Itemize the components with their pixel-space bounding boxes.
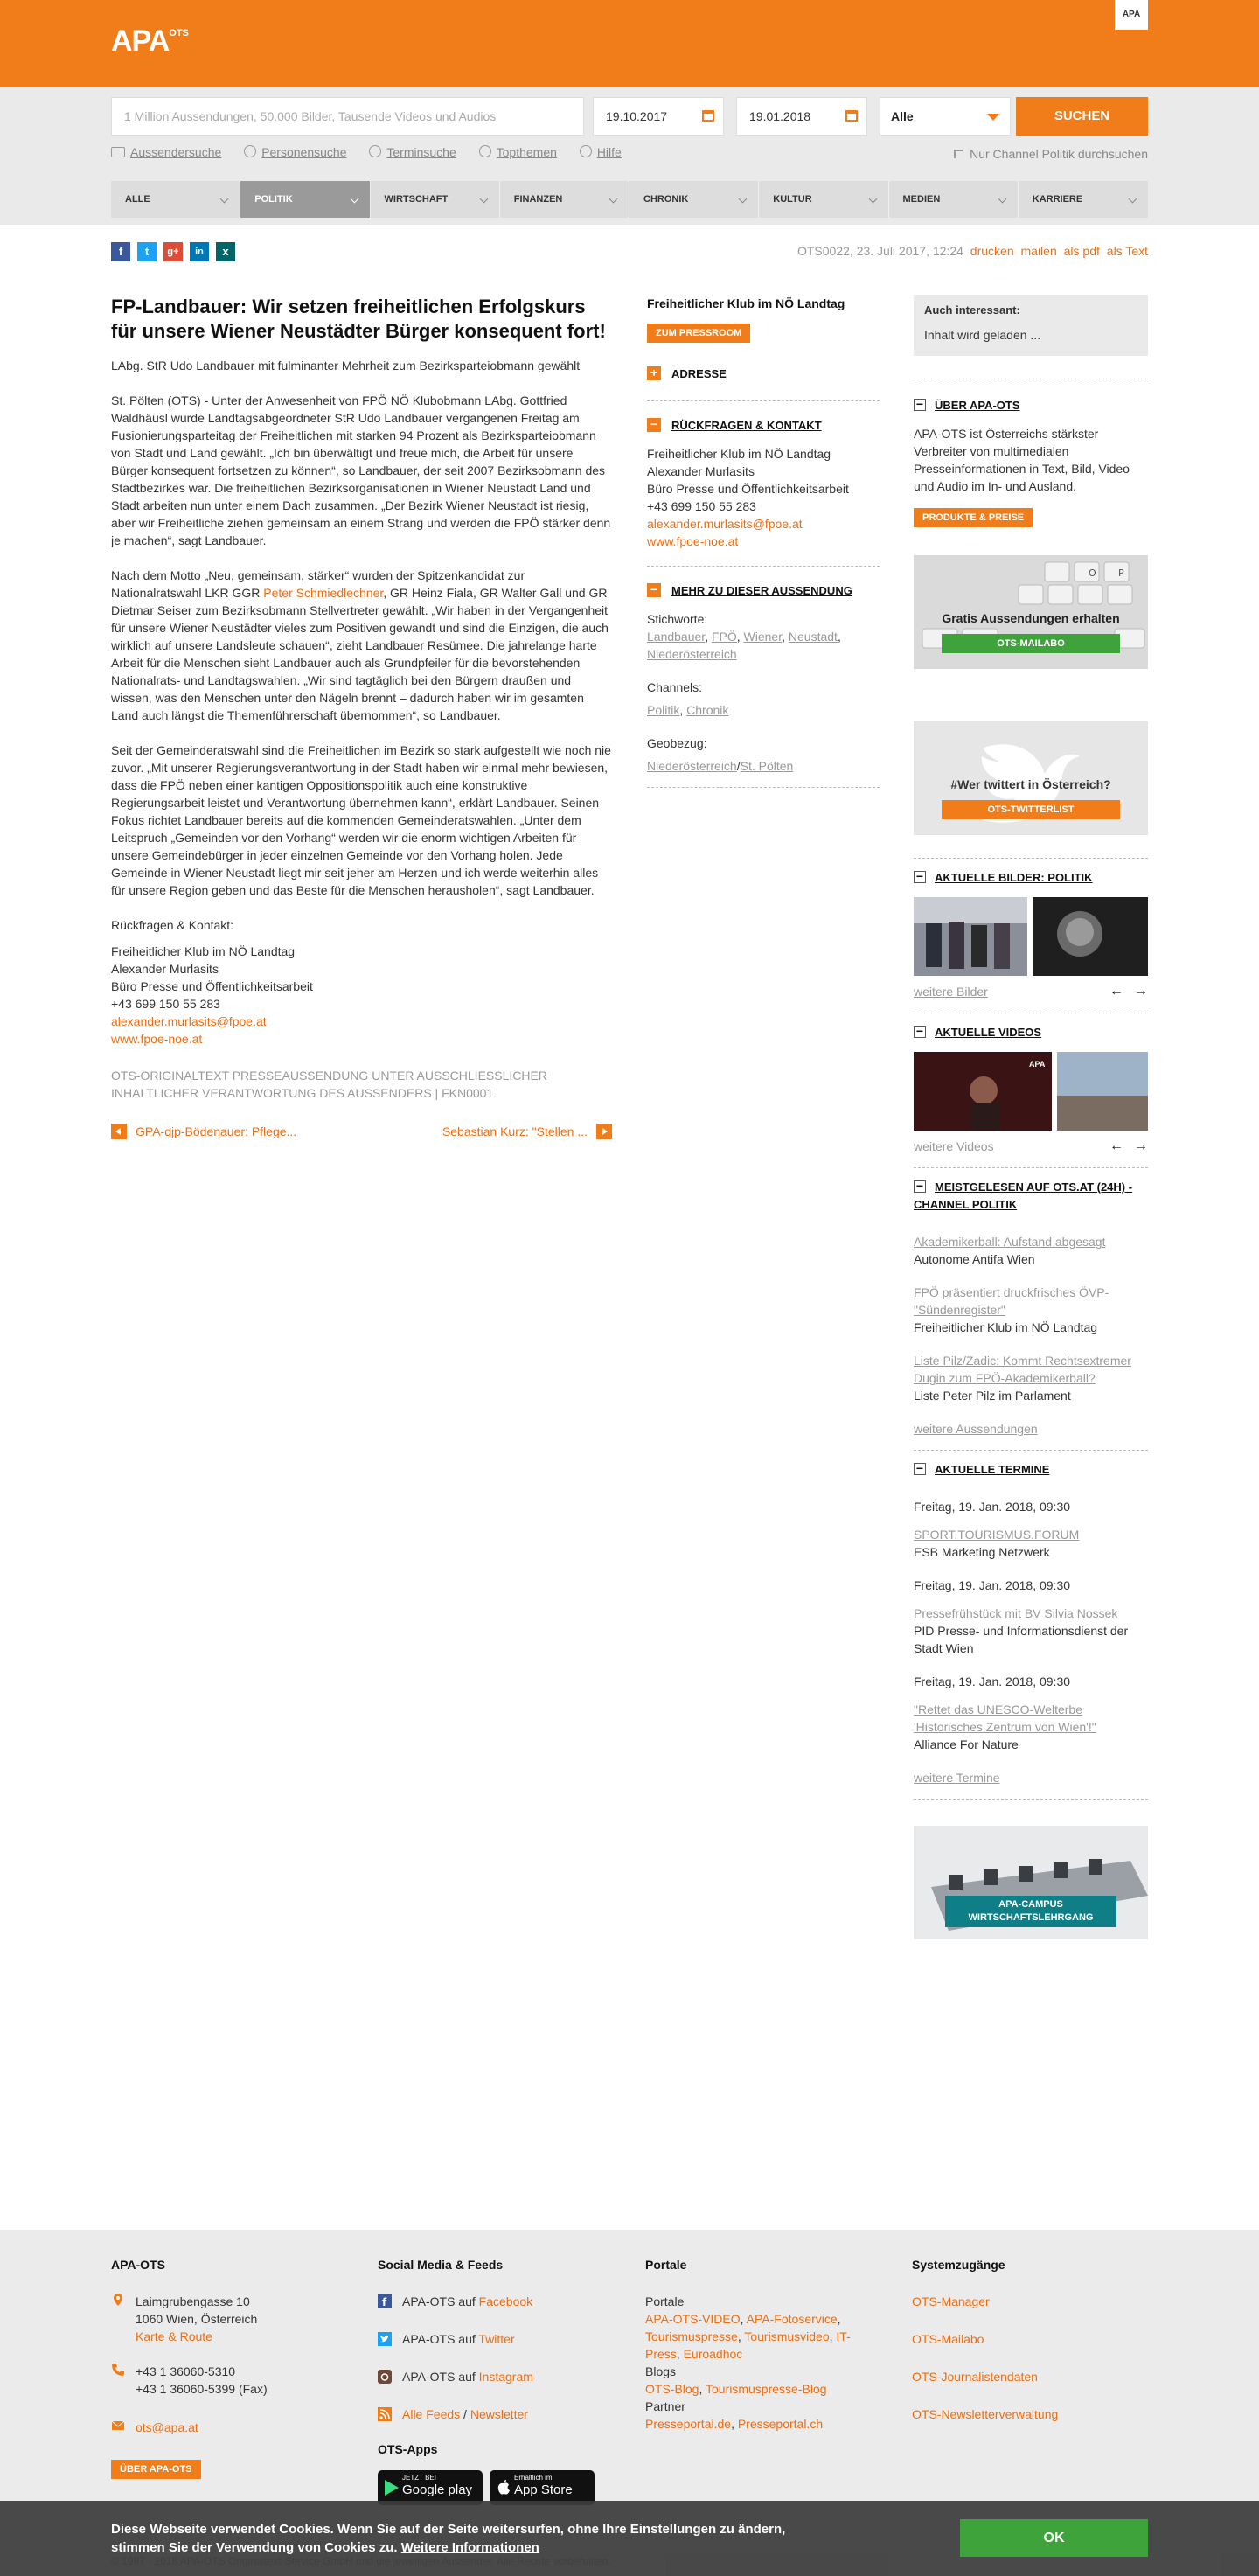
ots-manager-link[interactable]: OTS-Manager bbox=[912, 2294, 990, 2308]
chevron-down-icon bbox=[868, 195, 877, 204]
cookie-ok-button[interactable]: OK bbox=[960, 2519, 1148, 2557]
ots-newsletterverwaltung-link[interactable]: OTS-Newsletterverwaltung bbox=[912, 2407, 1059, 2421]
location-pin-icon bbox=[111, 2293, 125, 2307]
phone-line: +43 1 36060-5399 (Fax) bbox=[136, 2382, 268, 2396]
cookie-message: Diese Webseite verwendet Cookies. Wenn Sie auf der Seite weitersurfen, ohne Ihre Einstellungen zu ändern, stimmen Sie der Verwendung von Cookies zu. bbox=[111, 2522, 786, 2555]
footer-col-social bbox=[378, 2256, 605, 2505]
app-store-badge[interactable] bbox=[490, 2470, 595, 2505]
blogs-links: OTS-Blog, Tourismuspresse-Blog bbox=[645, 2382, 827, 2396]
blog-link[interactable]: OTS-Blog bbox=[645, 2382, 699, 2396]
person-icon bbox=[244, 145, 256, 157]
mid-email-link[interactable]: alexander.murlasits@fpoe.at bbox=[647, 517, 803, 531]
termin-item bbox=[914, 1673, 1148, 1753]
contact-line: Freiheitlicher Klub im NÖ Landtag bbox=[111, 944, 296, 958]
weitere-bilder-link[interactable]: weitere Bilder bbox=[914, 985, 988, 999]
weitere-termine-link[interactable]: weitere Termine bbox=[914, 1771, 1000, 1785]
minus-icon: − bbox=[914, 1026, 926, 1038]
article bbox=[111, 295, 612, 1142]
separator: / bbox=[460, 2407, 470, 2421]
nav-label: POLITIK bbox=[254, 194, 293, 205]
arrow-right-icon[interactable]: → bbox=[1134, 984, 1148, 999]
keyword-link[interactable]: Wiener bbox=[743, 630, 783, 644]
portale-links: APA-OTS-VIDEO, APA-Fotoservice, Tourismuspresse, Tourismusvideo, IT-Press, Euroadhoc bbox=[645, 2312, 851, 2361]
compass-icon bbox=[479, 145, 491, 157]
hilfe-link[interactable]: Hilfe bbox=[596, 145, 622, 159]
sender-name: Freiheitlicher Klub im NÖ Landtag bbox=[647, 296, 845, 310]
ueber-apa-ots-button[interactable]: ÜBER APA-OTS bbox=[111, 2460, 201, 2479]
portal-link[interactable]: Tourismuspresse bbox=[645, 2329, 738, 2343]
article-paragraph bbox=[111, 567, 612, 724]
social-prefix: APA-OTS auf bbox=[402, 2332, 479, 2346]
sender-column bbox=[647, 295, 880, 788]
google-play-badge[interactable] bbox=[378, 2470, 483, 2505]
mid-web-link[interactable]: www.fpoe-noe.at bbox=[647, 534, 739, 548]
stichworte-list: Landbauer, FPÖ, Wiener, Neustadt, Niederösterreich bbox=[647, 630, 841, 661]
facebook-icon bbox=[378, 2294, 392, 2308]
mail-link[interactable]: ots@apa.at bbox=[136, 2420, 198, 2434]
minus-icon: − bbox=[914, 871, 926, 883]
calendar-icon[interactable] bbox=[702, 110, 714, 122]
category-select[interactable] bbox=[880, 97, 1011, 136]
social-prefix: APA-OTS auf bbox=[402, 2294, 479, 2308]
twitter-link[interactable]: Twitter bbox=[478, 2332, 515, 2346]
contact-line: Büro Presse und Öffentlichkeitsarbeit bbox=[111, 979, 313, 993]
twitterlist-button[interactable]: OTS-TWITTERLIST bbox=[942, 800, 1120, 819]
facebook-share-icon[interactable]: f bbox=[111, 242, 130, 261]
chevron-down-icon bbox=[350, 195, 358, 204]
share-buttons bbox=[111, 242, 235, 261]
facebook-row bbox=[378, 2293, 605, 2310]
date-to-field[interactable] bbox=[736, 97, 867, 136]
pressroom-button[interactable]: ZUM PRESSROOM bbox=[647, 324, 750, 343]
apple-icon bbox=[497, 2480, 510, 2495]
info-icon bbox=[580, 145, 592, 157]
footer-mail bbox=[111, 2419, 330, 2436]
ots-mailabo-link[interactable]: OTS-Mailabo bbox=[912, 2332, 984, 2346]
keyword-link[interactable]: Landbauer bbox=[647, 630, 706, 644]
portal-link[interactable]: Tourismusvideo bbox=[744, 2329, 830, 2343]
nav-label: KULTUR bbox=[773, 194, 812, 205]
meistgelesen-source: Liste Peter Pilz im Parlament bbox=[914, 1389, 1071, 1403]
svg-text:O: O bbox=[1089, 567, 1096, 579]
adresse-toggle[interactable] bbox=[647, 366, 880, 383]
arrow-left-icon[interactable]: ← bbox=[1109, 1138, 1123, 1153]
meistgelesen-link[interactable]: FPÖ präsentiert druckfrisches ÖVP-"Sündenregister" bbox=[914, 1285, 1109, 1317]
logo-text: APA bbox=[111, 24, 170, 58]
app-badges bbox=[378, 2470, 605, 2505]
bilder-footer bbox=[914, 983, 1148, 1000]
portal-link[interactable]: Euroadhoc bbox=[683, 2347, 743, 2361]
badge-small-text: Erhältlich im bbox=[514, 2474, 553, 2482]
contact-email-link[interactable]: alexander.murlasits@fpoe.at bbox=[111, 1014, 267, 1028]
date-from-value: 19.10.2017 bbox=[606, 109, 668, 123]
plus-icon: + bbox=[647, 366, 661, 380]
ueber-apa-head[interactable] bbox=[914, 397, 1148, 414]
chevron-down-icon bbox=[220, 195, 229, 204]
geo-list: Niederösterreich/St. Pölten bbox=[647, 759, 794, 773]
address-line: 1060 Wien, Österreich bbox=[136, 2312, 258, 2326]
chevron-down-icon bbox=[739, 195, 748, 204]
rueckfragen-toggle[interactable] bbox=[647, 417, 880, 435]
text-link[interactable]: als Text bbox=[1106, 244, 1148, 258]
meistgelesen-item bbox=[914, 1233, 1148, 1268]
aktuelle-termine-head[interactable] bbox=[914, 1461, 1148, 1479]
politik-photos[interactable] bbox=[914, 897, 1148, 976]
termin-link[interactable]: Pressefrühstück mit BV Silvia Nossek bbox=[914, 1606, 1118, 1620]
footer-phone bbox=[111, 2363, 330, 2398]
meistgelesen-item bbox=[914, 1284, 1148, 1336]
arrow-left-icon[interactable]: ← bbox=[1109, 984, 1123, 999]
minus-icon: − bbox=[647, 583, 661, 597]
chevron-down-icon bbox=[479, 195, 488, 204]
arrow-right-icon[interactable]: → bbox=[1134, 1138, 1148, 1153]
channel-link[interactable]: Politik bbox=[647, 703, 680, 717]
termin-link[interactable]: "Rettet das UNESCO-Welterbe 'Historisches Zentrum von Wien'!" bbox=[914, 1702, 1096, 1734]
mailabo-button[interactable]: OTS-MAILABO bbox=[942, 634, 1120, 653]
termin-link[interactable]: SPORT.TOURISMUS.FORUM bbox=[914, 1528, 1080, 1542]
prev-article[interactable] bbox=[111, 1123, 305, 1140]
apa-campus-banner[interactable] bbox=[914, 1826, 1148, 1939]
pdf-link[interactable]: als pdf bbox=[1063, 244, 1100, 258]
contact-line: Freiheitlicher Klub im NÖ Landtag bbox=[647, 447, 831, 461]
termin-date: Freitag, 19. Jan. 2018, 09:30 bbox=[914, 1578, 1071, 1592]
person-link[interactable]: Peter Schmiedlechner bbox=[263, 586, 384, 600]
auch-interessant-title: Auch interessant: bbox=[924, 303, 1020, 317]
search-button[interactable]: SUCHEN bbox=[1016, 97, 1148, 136]
ots-journalistendaten-link[interactable]: OTS-Journalistendaten bbox=[912, 2370, 1038, 2384]
section-title: MEISTGELESEN AUF OTS.AT (24H) - CHANNEL POLITIK bbox=[914, 1180, 1133, 1211]
article-paragraph: St. Pölten (OTS) - Unter der Anwesenheit von FPÖ NÖ Klubobmann LAbg. Gottfried Waldhäusl wurde Landtagsabgeordneter StR Udo Landbauer vergangenen Freitag am Fusionierungsparteitag der Freiheitlichen mit starken 94 Prozent als Bezirksparteiobmann von Stadt und Land gewählt. „Ich bin überwältigt und freue mich, die Arbeit für unsere Bürger konsequent fortsetzen zu können“, so Landbauer, der seit 2007 Bezirksobmann des Stadtbezirkes war. Die freiheitlichen Bezirksorganisationen in Wiener Neustadt Land und Stadt arbeiten nun unter einem Dach zusammen. „Der Bezirk Wiener Neustadt ist riesig, aber wir Freiheitliche ziehen gemeinsam an einem Strang und werden die FPÖ stärker denn je machen“, sagt Landbauer. bbox=[111, 393, 611, 547]
keyword-link[interactable]: Neustadt bbox=[788, 630, 838, 644]
address-line: Laimgrubengasse 10 bbox=[136, 2294, 250, 2308]
apa-badge[interactable]: APA bbox=[1115, 0, 1148, 30]
search-links bbox=[111, 145, 641, 163]
keyword-link[interactable]: Niederösterreich bbox=[647, 647, 737, 661]
nav-chronik[interactable] bbox=[630, 181, 759, 218]
channel-only-checkbox[interactable] bbox=[954, 147, 1148, 161]
nav-kultur[interactable] bbox=[759, 181, 888, 218]
cookie-banner bbox=[0, 2501, 1259, 2576]
weitere-videos-link[interactable]: weitere Videos bbox=[914, 1139, 994, 1153]
channel-nav bbox=[111, 181, 1148, 218]
video-source-badge: APA bbox=[1029, 1060, 1046, 1069]
cookie-text bbox=[111, 2520, 828, 2557]
campus-label[interactable] bbox=[945, 1896, 1116, 1927]
clock-icon bbox=[369, 145, 381, 157]
meistgelesen-source: Autonome Antifa Wien bbox=[914, 1252, 1035, 1266]
calendar-icon[interactable] bbox=[845, 110, 858, 122]
meistgelesen-item bbox=[914, 1352, 1148, 1404]
apa-ots-logo[interactable] bbox=[111, 24, 189, 59]
category-select-value: Alle bbox=[891, 109, 914, 123]
divider bbox=[647, 400, 880, 401]
geo-link[interactable]: St. Pölten bbox=[740, 759, 794, 773]
divider bbox=[914, 1167, 1148, 1168]
phone-icon bbox=[111, 2363, 125, 2377]
section-title: AKTUELLE VIDEOS bbox=[935, 1026, 1042, 1039]
mid-contact bbox=[647, 445, 880, 550]
bilder-carousel bbox=[914, 897, 1148, 976]
rueckfragen-label: RÜCKFRAGEN & KONTAKT bbox=[671, 419, 822, 432]
footer-heading: OTS-Apps bbox=[378, 2442, 438, 2456]
section-title: AKTUELLE TERMINE bbox=[935, 1463, 1050, 1476]
mail-link[interactable]: mailen bbox=[1020, 244, 1057, 258]
prev-article-link[interactable]: GPA-djp-Bödenauer: Pflege... bbox=[136, 1124, 297, 1138]
mail-icon bbox=[111, 2419, 125, 2433]
minus-icon: − bbox=[647, 418, 661, 432]
mailabo-banner[interactable] bbox=[914, 555, 1148, 669]
adresse-label: ADRESSE bbox=[671, 367, 727, 380]
facebook-link[interactable]: Facebook bbox=[478, 2294, 533, 2308]
produkte-preise-button[interactable]: PRODUKTE & PREISE bbox=[914, 508, 1033, 527]
auch-interessant-box bbox=[914, 295, 1148, 356]
aussendersuche-link[interactable]: Aussendersuche bbox=[130, 145, 222, 159]
portale-label: Portale bbox=[645, 2294, 685, 2308]
article-title: FP-Landbauer: Wir setzen freiheitlichen Erfolgskurs für unsere Wiener Neustädter Bürger konsequent fort! bbox=[111, 296, 606, 342]
partner-label: Partner bbox=[645, 2399, 685, 2413]
sidebar bbox=[914, 295, 1148, 1939]
divider bbox=[647, 787, 880, 788]
article-meta-info: OTS0022, 23. Juli 2017, 12:24 bbox=[796, 244, 963, 258]
portal-link[interactable]: IT-Press bbox=[645, 2329, 851, 2361]
xing-share-icon[interactable]: x bbox=[216, 242, 235, 261]
geo-link[interactable]: Niederösterreich bbox=[647, 759, 737, 773]
nav-finanzen[interactable] bbox=[500, 181, 630, 218]
videos-carousel bbox=[914, 1052, 1148, 1131]
mehr-toggle[interactable] bbox=[647, 582, 880, 600]
footer-address bbox=[111, 2293, 330, 2345]
checkbox-icon[interactable] bbox=[954, 150, 963, 158]
instagram-link[interactable]: Instagram bbox=[478, 2370, 533, 2384]
mailabo-text: Gratis Aussendungen erhalten bbox=[942, 611, 1120, 625]
twitter-text: #Wer twittert in Österreich? bbox=[950, 777, 1111, 791]
alle-feeds-link[interactable]: Alle Feeds bbox=[402, 2407, 461, 2421]
badge-big-text: Google play bbox=[402, 2482, 473, 2497]
auch-interessant-loading: Inhalt wird geladen ... bbox=[924, 328, 1041, 342]
article-lead: LAbg. StR Udo Landbauer mit fulminanter Mehrheit zum Bezirksparteiobmann gewählt bbox=[111, 359, 581, 372]
instagram-icon bbox=[378, 2370, 392, 2384]
campus-label-line: WIRTSCHAFTSLEHRGANG bbox=[968, 1912, 1094, 1923]
arrow-left-icon bbox=[111, 1124, 127, 1139]
campus-label-line: APA-CAMPUS bbox=[998, 1899, 1063, 1910]
meistgelesen-source: Freiheitlicher Klub im NÖ Landtag bbox=[914, 1320, 1098, 1334]
contact-line: +43 699 150 55 283 bbox=[647, 499, 756, 513]
mehr-label: MEHR ZU DIESER AUSSENDUNG bbox=[671, 584, 852, 597]
search-bar bbox=[0, 87, 1259, 225]
text-span: , GR Heinz Fiala, GR Walter Gall und GR Dietmar Seiser zum Bezirksobmann Stellvertreter gewählt. „Wir haben in der Vergangenheit für unsere Wiener Neustädter vieles zum Positiven gewandt und sind die Einzigen, die auch wirklich auf unsere Landsleute schauen“, zieht Landbauer Resümee. Die jahrelange harte Arbeit für die Menschen sieht Landbauer auch als Grundpfeiler für die bevorstehenden Nationalrats- und Landtagswahlen. „Wir sind tagtäglich bei den Bürgern draußen und wissen, was den Menschen unter den Nägeln brennt – dadurch haben wir im gesamten Land auch längst die Themenführerschaft übernommen“, so Landbauer. bbox=[111, 586, 609, 722]
chevron-down-icon bbox=[987, 114, 999, 121]
termin-org: ESB Marketing Netzwerk bbox=[914, 1545, 1050, 1559]
minus-icon: − bbox=[914, 1180, 926, 1193]
geo-label: Geobezug: bbox=[647, 736, 707, 750]
partner-links: Presseportal.de, Presseportal.ch bbox=[645, 2417, 824, 2431]
contact-line: Alexander Murlasits bbox=[647, 464, 755, 478]
footer-heading: Portale bbox=[645, 2258, 687, 2272]
aktuelle-videos-head[interactable] bbox=[914, 1024, 1148, 1041]
chevron-down-icon bbox=[1129, 195, 1137, 204]
badge-big-text: App Store bbox=[514, 2482, 573, 2497]
text-span: Nach dem Motto „Neu, gemeinsam, stärker“ wurden der Spitzenkandidat zur Nationalratswahl LKR GGR bbox=[111, 568, 525, 600]
termin-item bbox=[914, 1498, 1148, 1561]
contact-line: Büro Presse und Öffentlichkeitsarbeit bbox=[647, 482, 849, 496]
contact-heading: Rückfragen & Kontakt: bbox=[111, 918, 234, 932]
aktuelle-bilder-head[interactable] bbox=[914, 869, 1148, 887]
arrow-right-icon bbox=[596, 1124, 612, 1139]
nav-karriere[interactable] bbox=[1019, 181, 1148, 218]
weitere-aussendungen-link[interactable]: weitere Aussendungen bbox=[914, 1422, 1038, 1436]
meistgelesen-link[interactable]: Akademikerball: Aufstand abgesagt bbox=[914, 1235, 1106, 1249]
top-bar bbox=[0, 0, 1259, 87]
twitter-icon bbox=[378, 2332, 392, 2346]
contact-line: Alexander Murlasits bbox=[111, 962, 219, 976]
termin-org: PID Presse- und Informationsdienst der Stadt Wien bbox=[914, 1624, 1129, 1655]
date-from-field[interactable] bbox=[593, 97, 724, 136]
next-article[interactable] bbox=[434, 1123, 612, 1140]
contact-web-link[interactable]: www.fpoe-noe.at bbox=[111, 1032, 203, 1046]
disclaimer: OTS-ORIGINALTEXT PRESSEAUSSENDUNG UNTER AUSSCHLIESSLICHER INHALTLICHER VERANTWORTUNG DES AUSSENDERS | FKN0001 bbox=[111, 1069, 547, 1100]
nav-label: FINANZEN bbox=[513, 194, 563, 205]
stichworte-label: Stichworte: bbox=[647, 612, 708, 626]
cookie-more-link[interactable]: Weitere Informationen bbox=[400, 2540, 539, 2555]
building-icon bbox=[111, 147, 125, 157]
chevron-down-icon bbox=[998, 195, 1006, 204]
twitter-row bbox=[378, 2330, 605, 2348]
termin-date: Freitag, 19. Jan. 2018, 09:30 bbox=[914, 1500, 1071, 1514]
print-link[interactable]: drucken bbox=[970, 244, 1014, 258]
blog-link[interactable]: Tourismuspresse-Blog bbox=[706, 2382, 827, 2396]
contact-line: +43 699 150 55 283 bbox=[111, 997, 220, 1011]
section-title: ÜBER APA-OTS bbox=[935, 399, 1020, 412]
divider bbox=[914, 1450, 1148, 1451]
channels-list: Politik, Chronik bbox=[647, 703, 729, 717]
partner-link[interactable]: Presseportal.ch bbox=[737, 2417, 824, 2431]
channel-only-label: Nur Channel Politik durchsuchen bbox=[970, 147, 1148, 161]
divider bbox=[914, 1799, 1148, 1800]
nav-wirtschaft[interactable] bbox=[371, 181, 500, 218]
newsletter-link[interactable]: Newsletter bbox=[470, 2407, 528, 2421]
termin-org: Alliance For Nature bbox=[914, 1737, 1019, 1751]
channel-link[interactable]: Chronik bbox=[686, 703, 729, 717]
footer-heading: Social Media & Feeds bbox=[378, 2258, 504, 2272]
google-play-icon bbox=[385, 2480, 399, 2496]
nav-politik[interactable] bbox=[240, 181, 370, 218]
next-article-link[interactable]: Sebastian Kurz: "Stellen ... bbox=[442, 1124, 588, 1138]
svg-text:P: P bbox=[1118, 567, 1124, 579]
nav-medien[interactable] bbox=[889, 181, 1019, 218]
footer-col-portale bbox=[645, 2256, 864, 2433]
terminsuche-link[interactable]: Terminsuche bbox=[386, 145, 456, 159]
footer-heading: Systemzugänge bbox=[912, 2258, 1005, 2272]
nav-label: WIRTSCHAFT bbox=[384, 194, 449, 205]
nav-alle[interactable] bbox=[111, 181, 240, 218]
meistgelesen-link[interactable]: Liste Pilz/Zadic: Kommt Rechtsextremer Dugin zum FPÖ-Akademikerball? bbox=[914, 1354, 1131, 1385]
nav-label: KARRIERE bbox=[1032, 194, 1083, 205]
divider bbox=[914, 858, 1148, 859]
termin-item bbox=[914, 1577, 1148, 1657]
feeds-row bbox=[378, 2405, 605, 2423]
twitter-share-icon[interactable]: t bbox=[137, 242, 157, 261]
logo-sup: OTS bbox=[169, 28, 189, 38]
rss-icon bbox=[378, 2407, 392, 2421]
channels-label: Channels: bbox=[647, 680, 703, 694]
minus-icon: − bbox=[914, 1463, 926, 1475]
termin-date: Freitag, 19. Jan. 2018, 09:30 bbox=[914, 1674, 1071, 1688]
blogs-label: Blogs bbox=[645, 2364, 677, 2378]
nav-label: ALLE bbox=[125, 194, 150, 205]
keyword-link[interactable]: FPÖ bbox=[711, 630, 737, 644]
videos-footer bbox=[914, 1138, 1148, 1155]
twitterlist-banner[interactable] bbox=[914, 721, 1148, 835]
footer-col-systeme bbox=[912, 2256, 1148, 2423]
social-prefix: APA-OTS auf bbox=[402, 2370, 479, 2384]
section-title: AKTUELLE BILDER: POLITIK bbox=[935, 871, 1093, 884]
phone-line: +43 1 36060-5310 bbox=[136, 2364, 236, 2378]
divider bbox=[647, 566, 880, 567]
nav-label: CHRONIK bbox=[643, 194, 689, 205]
badge-small-text: JETZT BEI bbox=[402, 2474, 436, 2482]
portal-link[interactable]: APA-Fotoservice bbox=[746, 2312, 838, 2326]
search-input[interactable]: 1 Million Aussendungen, 50.000 Bilder, Tausende Videos und Audios bbox=[111, 97, 584, 136]
portal-link[interactable]: APA-OTS-VIDEO bbox=[645, 2312, 741, 2326]
footer-heading: APA-OTS bbox=[111, 2258, 165, 2272]
article-meta bbox=[797, 244, 1148, 258]
minus-icon: − bbox=[914, 399, 926, 411]
instagram-row bbox=[378, 2368, 605, 2385]
chevron-down-icon bbox=[609, 195, 618, 204]
ueber-apa-text: APA-OTS ist Österreichs stärkster Verbreiter von multimedialen Presseinformationen in Text, Bild, Video und Audio im In- und Ausland. bbox=[914, 427, 1130, 493]
partner-link[interactable]: Presseportal.de bbox=[645, 2417, 732, 2431]
svg-text:f: f bbox=[382, 2296, 387, 2308]
contact-block bbox=[111, 943, 612, 1048]
date-to-value: 19.01.2018 bbox=[749, 109, 811, 123]
google-plus-share-icon[interactable]: g+ bbox=[163, 242, 183, 261]
article-paragraph: Seit der Gemeinderatswahl sind die Freiheitlichen im Bezirk so stark aufgestellt wie noch nie zuvor. „Mit unserer Regierungsverantwortung in der Stadt haben wir einmal mehr bewiesen, dass die FPÖ neben einer kantigen Oppositionspolitik auch eine konstruktive Regierungsarbeit leistet und Verantwortung übernehmen kann“, erklärt Landbauer. Seinen Fokus richtet Landbauer bereits auf die kommenden Gemeinderatswahlen. „Unter dem Leitspruch „Gemeinden vor den Vorhang“ werden wir die enorm wichtigen Arbeiten für unsere Gemeindebürger in jeder einzelnen Gemeinde vor den Vorhang holen. Jede Gemeinde in Wiener Neustadt liegt mir seit jeher am Herzen und ich werde weiterhin alles für unsere Region geben und das Beste für die Menschen herausholen“, sagt Landbauer. bbox=[111, 743, 611, 897]
nav-label: MEDIEN bbox=[902, 194, 941, 205]
article-pager bbox=[111, 1123, 612, 1142]
linkedin-share-icon[interactable]: in bbox=[190, 242, 209, 261]
meistgelesen-head[interactable] bbox=[914, 1179, 1148, 1214]
topthemen-link[interactable]: Topthemen bbox=[496, 145, 557, 159]
footer-col-apa bbox=[111, 2256, 330, 2479]
route-link[interactable]: Karte & Route bbox=[136, 2329, 212, 2343]
personensuche-link[interactable]: Personensuche bbox=[261, 145, 347, 159]
